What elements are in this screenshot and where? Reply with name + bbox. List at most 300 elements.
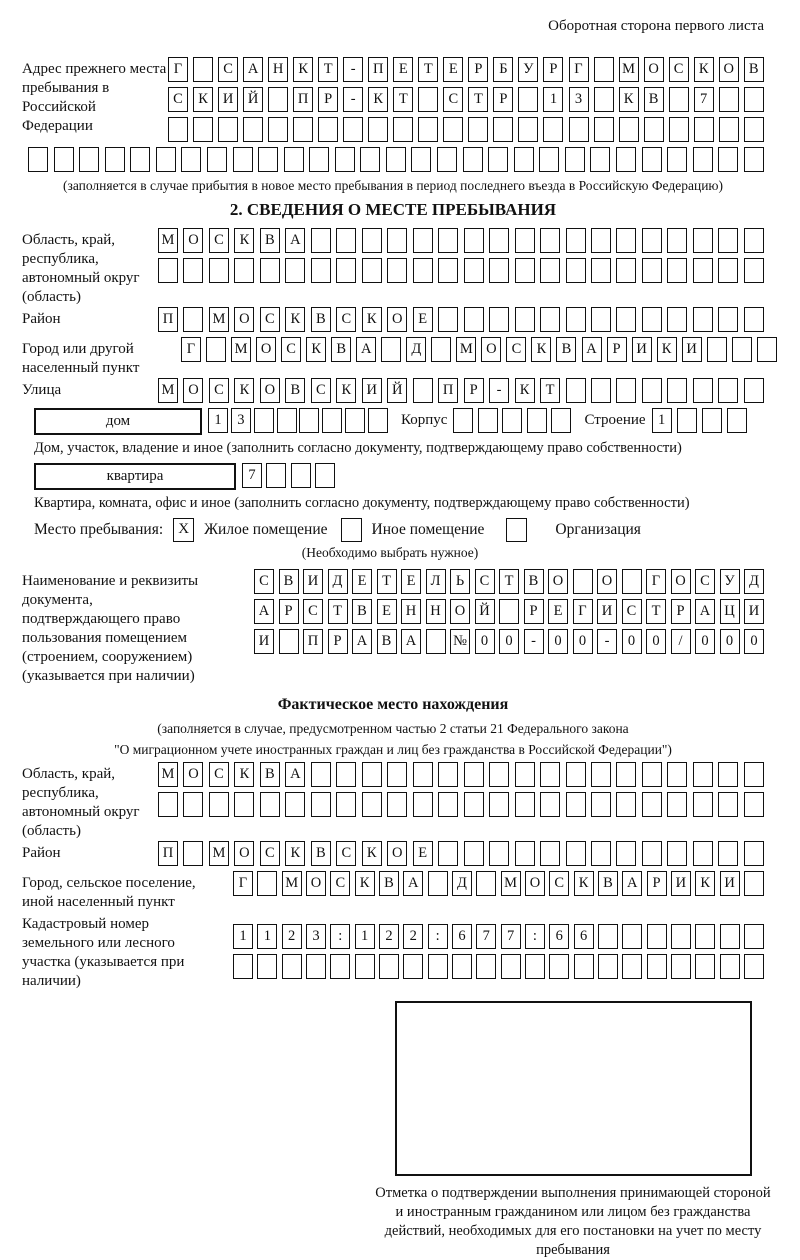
char-box[interactable] <box>514 147 534 172</box>
char-box[interactable] <box>413 228 433 253</box>
char-box[interactable] <box>667 792 687 817</box>
char-box[interactable]: В <box>311 841 331 866</box>
char-box[interactable] <box>695 924 715 949</box>
char-box[interactable]: К <box>362 841 382 866</box>
char-box[interactable]: К <box>285 307 305 332</box>
char-box[interactable] <box>413 378 433 403</box>
char-box[interactable]: Р <box>279 599 299 624</box>
char-box[interactable] <box>647 924 667 949</box>
char-box[interactable] <box>718 307 738 332</box>
char-box[interactable]: С <box>254 569 274 594</box>
char-box[interactable]: Т <box>393 87 413 112</box>
char-box[interactable]: 2 <box>403 924 423 949</box>
char-box[interactable]: - <box>343 57 363 82</box>
char-box[interactable]: С <box>311 378 331 403</box>
char-box[interactable] <box>566 378 586 403</box>
char-box[interactable]: Р <box>493 87 513 112</box>
char-box[interactable]: К <box>515 378 535 403</box>
char-box[interactable]: М <box>456 337 476 362</box>
char-box[interactable] <box>565 147 585 172</box>
char-box[interactable]: О <box>183 228 203 253</box>
char-box[interactable] <box>478 408 498 433</box>
char-box[interactable]: К <box>285 841 305 866</box>
char-box[interactable] <box>667 307 687 332</box>
char-box[interactable] <box>463 147 483 172</box>
char-box[interactable] <box>718 762 738 787</box>
char-box[interactable]: С <box>622 599 642 624</box>
char-box[interactable]: Р <box>318 87 338 112</box>
char-box[interactable]: 2 <box>379 924 399 949</box>
char-box[interactable]: А <box>254 599 274 624</box>
char-box[interactable]: А <box>352 629 372 654</box>
char-box[interactable]: О <box>256 337 276 362</box>
char-box[interactable]: К <box>293 57 313 82</box>
char-box[interactable] <box>260 792 280 817</box>
char-box[interactable]: О <box>234 307 254 332</box>
char-box[interactable]: С <box>330 871 350 896</box>
char-box[interactable]: К <box>193 87 213 112</box>
char-box[interactable] <box>336 258 356 283</box>
char-box[interactable]: К <box>234 762 254 787</box>
char-box[interactable] <box>438 792 458 817</box>
char-box[interactable] <box>539 147 559 172</box>
char-box[interactable]: М <box>282 871 302 896</box>
char-box[interactable]: : <box>525 924 545 949</box>
char-box[interactable]: 0 <box>573 629 593 654</box>
char-box[interactable]: И <box>682 337 702 362</box>
char-box[interactable] <box>693 378 713 403</box>
char-box[interactable] <box>642 147 662 172</box>
char-box[interactable] <box>647 954 667 979</box>
char-box[interactable] <box>707 337 727 362</box>
char-box[interactable]: В <box>377 629 397 654</box>
char-box[interactable]: А <box>401 629 421 654</box>
char-box[interactable]: Г <box>233 871 253 896</box>
char-box[interactable] <box>311 762 331 787</box>
char-box[interactable]: О <box>183 762 203 787</box>
char-box[interactable] <box>527 408 547 433</box>
char-box[interactable] <box>566 307 586 332</box>
char-box[interactable]: Е <box>413 307 433 332</box>
char-box[interactable]: О <box>597 569 617 594</box>
char-box[interactable]: А <box>403 871 423 896</box>
char-box[interactable] <box>311 792 331 817</box>
char-box[interactable]: Е <box>413 841 433 866</box>
char-box[interactable]: Ц <box>720 599 740 624</box>
char-box[interactable] <box>744 87 764 112</box>
char-box[interactable] <box>549 954 569 979</box>
char-box[interactable]: : <box>428 924 448 949</box>
char-box[interactable]: А <box>243 57 263 82</box>
char-box[interactable]: П <box>293 87 313 112</box>
char-box[interactable] <box>515 792 535 817</box>
char-box[interactable]: Р <box>464 378 484 403</box>
char-box[interactable] <box>594 117 614 142</box>
char-box[interactable]: Г <box>181 337 201 362</box>
char-box[interactable] <box>569 117 589 142</box>
organizatsiya-checkbox[interactable] <box>506 518 527 542</box>
char-box[interactable] <box>257 954 277 979</box>
char-box[interactable]: О <box>481 337 501 362</box>
char-box[interactable] <box>671 924 691 949</box>
char-box[interactable]: В <box>644 87 664 112</box>
char-box[interactable]: Н <box>426 599 446 624</box>
char-box[interactable] <box>622 569 642 594</box>
char-box[interactable]: М <box>619 57 639 82</box>
char-box[interactable] <box>744 307 764 332</box>
char-box[interactable] <box>642 762 662 787</box>
char-box[interactable] <box>293 117 313 142</box>
char-box[interactable]: М <box>209 307 229 332</box>
char-box[interactable] <box>438 228 458 253</box>
char-box[interactable] <box>594 57 614 82</box>
char-box[interactable] <box>616 841 636 866</box>
char-box[interactable] <box>306 954 326 979</box>
char-box[interactable] <box>381 337 401 362</box>
char-box[interactable] <box>518 87 538 112</box>
char-box[interactable] <box>644 117 664 142</box>
char-box[interactable]: С <box>669 57 689 82</box>
char-box[interactable] <box>591 258 611 283</box>
char-box[interactable] <box>718 147 738 172</box>
char-box[interactable] <box>551 408 571 433</box>
char-box[interactable] <box>616 307 636 332</box>
char-box[interactable]: Д <box>406 337 426 362</box>
char-box[interactable] <box>158 258 178 283</box>
char-box[interactable]: / <box>671 629 691 654</box>
char-box[interactable]: К <box>306 337 326 362</box>
char-box[interactable]: 0 <box>646 629 666 654</box>
char-box[interactable] <box>594 87 614 112</box>
char-box[interactable]: Н <box>268 57 288 82</box>
char-box[interactable] <box>591 378 611 403</box>
char-box[interactable] <box>515 762 535 787</box>
char-box[interactable] <box>418 87 438 112</box>
char-box[interactable]: О <box>234 841 254 866</box>
char-box[interactable] <box>622 924 642 949</box>
char-box[interactable] <box>158 792 178 817</box>
char-box[interactable]: В <box>260 228 280 253</box>
char-box[interactable] <box>453 408 473 433</box>
char-box[interactable] <box>719 117 739 142</box>
char-box[interactable]: М <box>158 378 178 403</box>
char-box[interactable] <box>540 792 560 817</box>
char-box[interactable]: У <box>720 569 740 594</box>
char-box[interactable] <box>277 408 297 433</box>
char-box[interactable] <box>209 258 229 283</box>
char-box[interactable]: Е <box>393 57 413 82</box>
char-box[interactable] <box>362 792 382 817</box>
char-box[interactable] <box>284 147 304 172</box>
char-box[interactable] <box>616 228 636 253</box>
char-box[interactable] <box>183 307 203 332</box>
char-box[interactable]: 6 <box>549 924 569 949</box>
char-box[interactable] <box>598 954 618 979</box>
char-box[interactable] <box>744 762 764 787</box>
char-box[interactable] <box>355 954 375 979</box>
char-box[interactable] <box>702 408 722 433</box>
char-box[interactable] <box>744 841 764 866</box>
char-box[interactable]: 1 <box>233 924 253 949</box>
char-box[interactable] <box>476 954 496 979</box>
char-box[interactable]: Г <box>646 569 666 594</box>
char-box[interactable] <box>79 147 99 172</box>
char-box[interactable] <box>574 954 594 979</box>
char-box[interactable]: А <box>356 337 376 362</box>
char-box[interactable] <box>718 841 738 866</box>
char-box[interactable] <box>335 147 355 172</box>
char-box[interactable] <box>616 147 636 172</box>
char-box[interactable] <box>693 841 713 866</box>
char-box[interactable] <box>387 792 407 817</box>
char-box[interactable] <box>744 954 764 979</box>
char-box[interactable]: В <box>524 569 544 594</box>
char-box[interactable]: 7 <box>476 924 496 949</box>
char-box[interactable]: С <box>475 569 495 594</box>
char-box[interactable] <box>719 87 739 112</box>
char-box[interactable] <box>183 792 203 817</box>
char-box[interactable] <box>428 954 448 979</box>
char-box[interactable]: О <box>450 599 470 624</box>
char-box[interactable] <box>387 228 407 253</box>
char-box[interactable]: Н <box>401 599 421 624</box>
char-box[interactable]: В <box>598 871 618 896</box>
char-box[interactable] <box>260 258 280 283</box>
char-box[interactable]: И <box>362 378 382 403</box>
char-box[interactable] <box>336 228 356 253</box>
char-box[interactable]: Т <box>540 378 560 403</box>
char-box[interactable]: 1 <box>355 924 375 949</box>
char-box[interactable]: И <box>671 871 691 896</box>
char-box[interactable] <box>727 408 747 433</box>
char-box[interactable]: В <box>331 337 351 362</box>
char-box[interactable]: Е <box>352 569 372 594</box>
char-box[interactable]: Р <box>328 629 348 654</box>
char-box[interactable] <box>489 307 509 332</box>
char-box[interactable]: С <box>260 307 280 332</box>
char-box[interactable] <box>193 57 213 82</box>
char-box[interactable] <box>285 792 305 817</box>
char-box[interactable] <box>642 258 662 283</box>
char-box[interactable]: М <box>231 337 251 362</box>
char-box[interactable] <box>330 954 350 979</box>
char-box[interactable] <box>616 762 636 787</box>
char-box[interactable] <box>718 258 738 283</box>
char-box[interactable] <box>566 228 586 253</box>
char-box[interactable] <box>464 258 484 283</box>
char-box[interactable] <box>669 87 689 112</box>
char-box[interactable]: Т <box>468 87 488 112</box>
char-box[interactable] <box>591 792 611 817</box>
char-box[interactable] <box>489 258 509 283</box>
char-box[interactable]: О <box>306 871 326 896</box>
char-box[interactable]: 0 <box>548 629 568 654</box>
char-box[interactable]: К <box>362 307 382 332</box>
char-box[interactable] <box>413 762 433 787</box>
char-box[interactable] <box>499 599 519 624</box>
char-box[interactable] <box>694 117 714 142</box>
char-box[interactable]: П <box>158 307 178 332</box>
char-box[interactable]: М <box>158 762 178 787</box>
char-box[interactable]: П <box>368 57 388 82</box>
char-box[interactable]: Т <box>318 57 338 82</box>
char-box[interactable]: К <box>336 378 356 403</box>
char-box[interactable]: 3 <box>306 924 326 949</box>
char-box[interactable] <box>315 463 335 488</box>
char-box[interactable]: О <box>671 569 691 594</box>
char-box[interactable]: А <box>622 871 642 896</box>
char-box[interactable] <box>540 762 560 787</box>
char-box[interactable] <box>573 569 593 594</box>
char-box[interactable] <box>411 147 431 172</box>
char-box[interactable]: Й <box>243 87 263 112</box>
char-box[interactable] <box>464 762 484 787</box>
char-box[interactable] <box>591 307 611 332</box>
char-box[interactable]: Р <box>543 57 563 82</box>
char-box[interactable]: Д <box>744 569 764 594</box>
char-box[interactable]: - <box>597 629 617 654</box>
char-box[interactable] <box>591 762 611 787</box>
char-box[interactable] <box>671 954 691 979</box>
char-box[interactable] <box>667 258 687 283</box>
char-box[interactable] <box>642 378 662 403</box>
char-box[interactable]: И <box>744 599 764 624</box>
char-box[interactable] <box>258 147 278 172</box>
char-box[interactable]: О <box>548 569 568 594</box>
char-box[interactable] <box>616 258 636 283</box>
char-box[interactable] <box>744 258 764 283</box>
char-box[interactable] <box>489 841 509 866</box>
char-box[interactable]: Т <box>328 599 348 624</box>
char-box[interactable] <box>744 792 764 817</box>
char-box[interactable] <box>437 147 457 172</box>
char-box[interactable] <box>387 762 407 787</box>
char-box[interactable]: В <box>352 599 372 624</box>
char-box[interactable]: С <box>336 841 356 866</box>
char-box[interactable] <box>282 954 302 979</box>
char-box[interactable] <box>540 228 560 253</box>
char-box[interactable]: Т <box>646 599 666 624</box>
char-box[interactable] <box>130 147 150 172</box>
char-box[interactable]: О <box>387 307 407 332</box>
char-box[interactable] <box>368 408 388 433</box>
char-box[interactable]: О <box>260 378 280 403</box>
char-box[interactable]: 7 <box>694 87 714 112</box>
char-box[interactable]: С <box>209 228 229 253</box>
char-box[interactable]: 0 <box>475 629 495 654</box>
char-box[interactable] <box>193 117 213 142</box>
char-box[interactable]: К <box>234 378 254 403</box>
char-box[interactable] <box>525 954 545 979</box>
char-box[interactable]: Т <box>418 57 438 82</box>
char-box[interactable] <box>431 337 451 362</box>
char-box[interactable] <box>168 117 188 142</box>
char-box[interactable]: С <box>281 337 301 362</box>
char-box[interactable]: Р <box>647 871 667 896</box>
char-box[interactable] <box>693 228 713 253</box>
char-box[interactable] <box>181 147 201 172</box>
char-box[interactable]: Б <box>493 57 513 82</box>
char-box[interactable]: 6 <box>574 924 594 949</box>
char-box[interactable] <box>677 408 697 433</box>
char-box[interactable] <box>693 258 713 283</box>
char-box[interactable] <box>243 117 263 142</box>
char-box[interactable]: И <box>720 871 740 896</box>
char-box[interactable]: Е <box>548 599 568 624</box>
char-box[interactable] <box>438 258 458 283</box>
char-box[interactable]: В <box>556 337 576 362</box>
char-box[interactable] <box>368 117 388 142</box>
char-box[interactable]: С <box>695 569 715 594</box>
char-box[interactable] <box>438 841 458 866</box>
char-box[interactable] <box>311 228 331 253</box>
char-box[interactable]: С <box>168 87 188 112</box>
char-box[interactable] <box>591 841 611 866</box>
char-box[interactable] <box>183 258 203 283</box>
char-box[interactable] <box>718 378 738 403</box>
char-box[interactable]: С <box>209 378 229 403</box>
char-box[interactable]: 1 <box>543 87 563 112</box>
char-box[interactable] <box>233 954 253 979</box>
char-box[interactable] <box>234 792 254 817</box>
char-box[interactable]: 7 <box>501 924 521 949</box>
char-box[interactable]: К <box>695 871 715 896</box>
char-box[interactable] <box>299 408 319 433</box>
char-box[interactable] <box>183 841 203 866</box>
char-box[interactable] <box>452 954 472 979</box>
char-box[interactable] <box>540 841 560 866</box>
char-box[interactable]: Е <box>401 569 421 594</box>
char-box[interactable] <box>667 378 687 403</box>
char-box[interactable] <box>464 307 484 332</box>
char-box[interactable]: Д <box>328 569 348 594</box>
char-box[interactable]: С <box>549 871 569 896</box>
char-box[interactable] <box>309 147 329 172</box>
char-box[interactable] <box>757 337 777 362</box>
char-box[interactable] <box>156 147 176 172</box>
char-box[interactable] <box>488 147 508 172</box>
char-box[interactable] <box>54 147 74 172</box>
char-box[interactable]: А <box>582 337 602 362</box>
char-box[interactable] <box>362 762 382 787</box>
char-box[interactable] <box>336 762 356 787</box>
char-box[interactable] <box>318 117 338 142</box>
char-box[interactable] <box>720 924 740 949</box>
char-box[interactable]: В <box>260 762 280 787</box>
char-box[interactable]: Г <box>573 599 593 624</box>
char-box[interactable]: К <box>694 57 714 82</box>
char-box[interactable]: К <box>234 228 254 253</box>
char-box[interactable] <box>566 762 586 787</box>
char-box[interactable]: О <box>183 378 203 403</box>
char-box[interactable]: 0 <box>744 629 764 654</box>
char-box[interactable]: С <box>443 87 463 112</box>
char-box[interactable] <box>493 117 513 142</box>
char-box[interactable]: 0 <box>720 629 740 654</box>
char-box[interactable] <box>642 307 662 332</box>
char-box[interactable]: С <box>218 57 238 82</box>
zhiloe-checkbox[interactable]: X <box>173 518 194 542</box>
char-box[interactable]: И <box>597 599 617 624</box>
char-box[interactable] <box>744 924 764 949</box>
char-box[interactable]: Е <box>443 57 463 82</box>
char-box[interactable] <box>418 117 438 142</box>
char-box[interactable] <box>426 629 446 654</box>
char-box[interactable] <box>540 258 560 283</box>
char-box[interactable]: И <box>254 629 274 654</box>
char-box[interactable] <box>515 307 535 332</box>
char-box[interactable]: № <box>450 629 470 654</box>
